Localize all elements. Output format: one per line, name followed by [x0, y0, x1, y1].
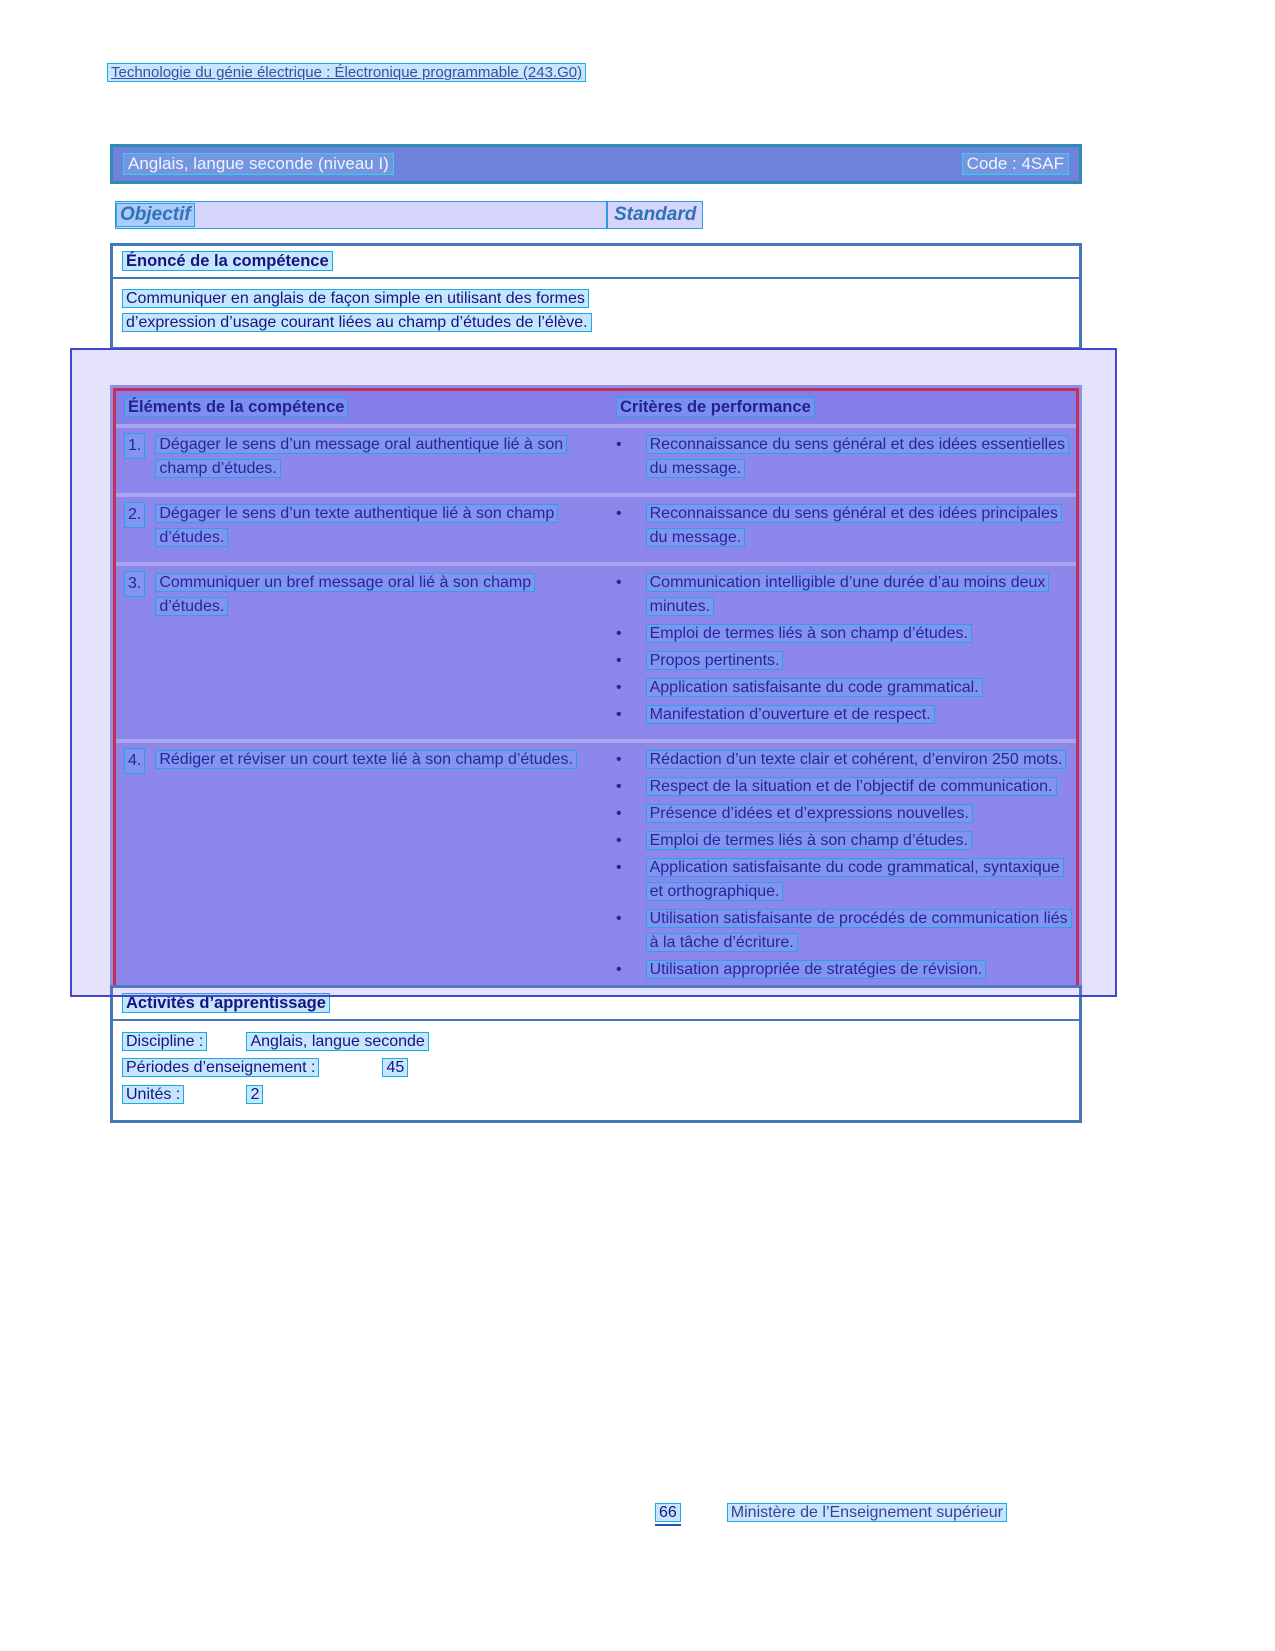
bullet-marker: •: [616, 750, 622, 768]
criteria-item: [616, 829, 1068, 853]
bullet-marker: •: [616, 960, 622, 978]
criteria-text: Application satisfaisante du code grammatical, syntaxique et orthographique.: [646, 858, 1064, 901]
enonce-body-text: Communiquer en anglais de façon simple en utilisant des formes d’expression d’usage courant liées au champ d’études de l’élève.: [122, 289, 592, 332]
criteria-text-wrap: [646, 703, 935, 727]
competence-table-red-annotation: [113, 388, 1079, 997]
bullet-marker: •: [616, 804, 622, 822]
elements-column-header-text: Éléments de la compétence: [124, 397, 348, 417]
elements-column-header: [116, 391, 608, 424]
page-number-wrap: [655, 1504, 681, 1526]
criteria-text: Application satisfaisante du code grammatical.: [646, 678, 983, 697]
activites-box: [110, 985, 1082, 1123]
criteria-text: Utilisation satisfaisante de procédés de communication liés à la tâche d’écriture.: [646, 909, 1072, 952]
element-text: Dégager le sens d’un texte authentique lié à son champ d’études.: [155, 504, 558, 547]
element-cell-4: [116, 743, 608, 994]
element-text-wrap: [155, 571, 585, 619]
periodes-value: 45: [382, 1058, 408, 1077]
bullet-marker: •: [616, 435, 622, 453]
bullet-marker: •: [616, 705, 622, 723]
criteria-text: Emploi de termes liés à son champ d’études.: [646, 624, 972, 643]
element-number: 3.: [124, 571, 145, 597]
bullet-marker: •: [616, 573, 622, 591]
criteria-item: [616, 676, 1068, 700]
criteria-item: [616, 958, 1068, 982]
enonce-box: [110, 243, 1082, 350]
ministry-text-wrap: [727, 1504, 1007, 1522]
running-header: [107, 64, 586, 81]
enonce-heading: Énoncé de la compétence: [122, 251, 333, 271]
criteres-column-header: [608, 391, 1076, 424]
element-cell-2: [116, 497, 608, 562]
criteria-text-wrap: [646, 775, 1057, 799]
criteria-text: Reconnaissance du sens général et des idées principales du message.: [646, 504, 1062, 547]
discipline-line: [122, 1029, 1070, 1055]
criteria-item: [616, 775, 1068, 799]
criteria-item: [616, 502, 1068, 550]
criteres-column-header-text: Critères de performance: [616, 397, 815, 417]
criteria-item: [616, 433, 1068, 481]
course-code: Code : 4SAF: [962, 153, 1069, 175]
unites-line: [122, 1082, 1070, 1108]
standard-heading: Standard: [614, 204, 697, 225]
bullet-marker: •: [616, 678, 622, 696]
page-number: 66: [655, 1503, 681, 1522]
bullet-marker: •: [616, 831, 622, 849]
running-header-text: Technologie du génie électrique : Électronique programmable (243.G0): [107, 63, 586, 82]
criteria-text-wrap: [646, 802, 973, 826]
discipline-value: Anglais, langue seconde: [246, 1032, 428, 1051]
element-text-wrap: [155, 433, 585, 481]
criteria-item: [616, 748, 1068, 772]
activites-body: [113, 1021, 1079, 1120]
unites-label: Unités :: [122, 1085, 184, 1104]
enonce-heading-row: [113, 246, 1079, 279]
element-text-wrap: [155, 502, 585, 550]
activites-heading-row: [113, 988, 1079, 1021]
criteria-cell-1: [608, 428, 1076, 493]
objectif-head-box: [115, 201, 607, 229]
criteria-item: [616, 571, 1068, 619]
criteria-text-wrap: [646, 622, 972, 646]
element-text-wrap: [155, 748, 577, 772]
criteria-text: Utilisation appropriée de stratégies de révision.: [646, 960, 987, 979]
criteria-item: [616, 649, 1068, 673]
course-title-bar: [110, 144, 1082, 184]
element-number: 1.: [124, 433, 145, 459]
unites-value: 2: [246, 1085, 263, 1104]
enonce-body-wrap: [122, 287, 594, 335]
course-title: Anglais, langue seconde (niveau I): [123, 153, 394, 175]
bullet-marker: •: [616, 651, 622, 669]
criteria-item: [616, 703, 1068, 727]
page-footer: [655, 1504, 1007, 1526]
criteria-text: Communication intelligible d’une durée d’au moins deux minutes.: [646, 573, 1050, 616]
criteria-cell-2: [608, 497, 1076, 562]
competence-table: [116, 391, 1076, 994]
ministry-text: Ministère de l’Enseignement supérieur: [727, 1503, 1007, 1522]
element-cell-3: [116, 566, 608, 739]
bullet-marker: •: [616, 624, 622, 642]
criteria-text: Reconnaissance du sens général et des idées essentielles du message.: [646, 435, 1069, 478]
criteria-item: [616, 622, 1068, 646]
criteria-text-wrap: [646, 958, 987, 982]
bullet-marker: •: [616, 909, 622, 927]
criteria-text-wrap: [646, 676, 983, 700]
criteria-cell-3: [608, 566, 1076, 739]
criteria-text-wrap: [646, 748, 1067, 772]
element-text: Communiquer un bref message oral lié à son champ d’études.: [155, 573, 535, 616]
criteria-item: [616, 856, 1068, 904]
periodes-line: [122, 1055, 1070, 1081]
bullet-marker: •: [616, 858, 622, 876]
criteria-text-wrap: [646, 571, 1068, 619]
criteria-text: Rédaction d’un texte clair et cohérent, d’environ 250 mots.: [646, 750, 1067, 769]
discipline-label: Discipline :: [122, 1032, 207, 1051]
element-cell-1: [116, 428, 608, 493]
criteria-text-wrap: [646, 856, 1068, 904]
criteria-text-wrap: [646, 649, 784, 673]
bullet-marker: •: [616, 777, 622, 795]
activites-heading: Activités d’apprentissage: [122, 993, 330, 1013]
element-number: 2.: [124, 502, 145, 528]
criteria-text: Présence d’idées et d’expressions nouvelles.: [646, 804, 973, 823]
element-text: Dégager le sens d’un message oral authentique lié à son champ d’études.: [155, 435, 567, 478]
bullet-marker: •: [616, 504, 622, 522]
objectif-heading: Objectif: [116, 203, 195, 227]
column-heads: [115, 201, 1075, 229]
criteria-text: Emploi de termes liés à son champ d’études.: [646, 831, 972, 850]
criteria-text-wrap: [646, 502, 1068, 550]
criteria-item: [616, 907, 1068, 955]
element-text: Rédiger et réviser un court texte lié à son champ d’études.: [155, 750, 577, 769]
element-number: 4.: [124, 748, 145, 774]
criteria-text: Manifestation d’ouverture et de respect.: [646, 705, 935, 724]
criteria-cell-4: [608, 743, 1076, 994]
criteria-text-wrap: [646, 829, 972, 853]
criteria-text-wrap: [646, 433, 1068, 481]
criteria-item: [616, 802, 1068, 826]
standard-head-box: [607, 201, 703, 229]
criteria-text-wrap: [646, 907, 1068, 955]
periodes-label: Périodes d’enseignement :: [122, 1058, 319, 1077]
criteria-text: Propos pertinents.: [646, 651, 784, 670]
enonce-body-row: [113, 279, 1079, 347]
criteria-text: Respect de la situation et de l’objectif de communication.: [646, 777, 1057, 796]
